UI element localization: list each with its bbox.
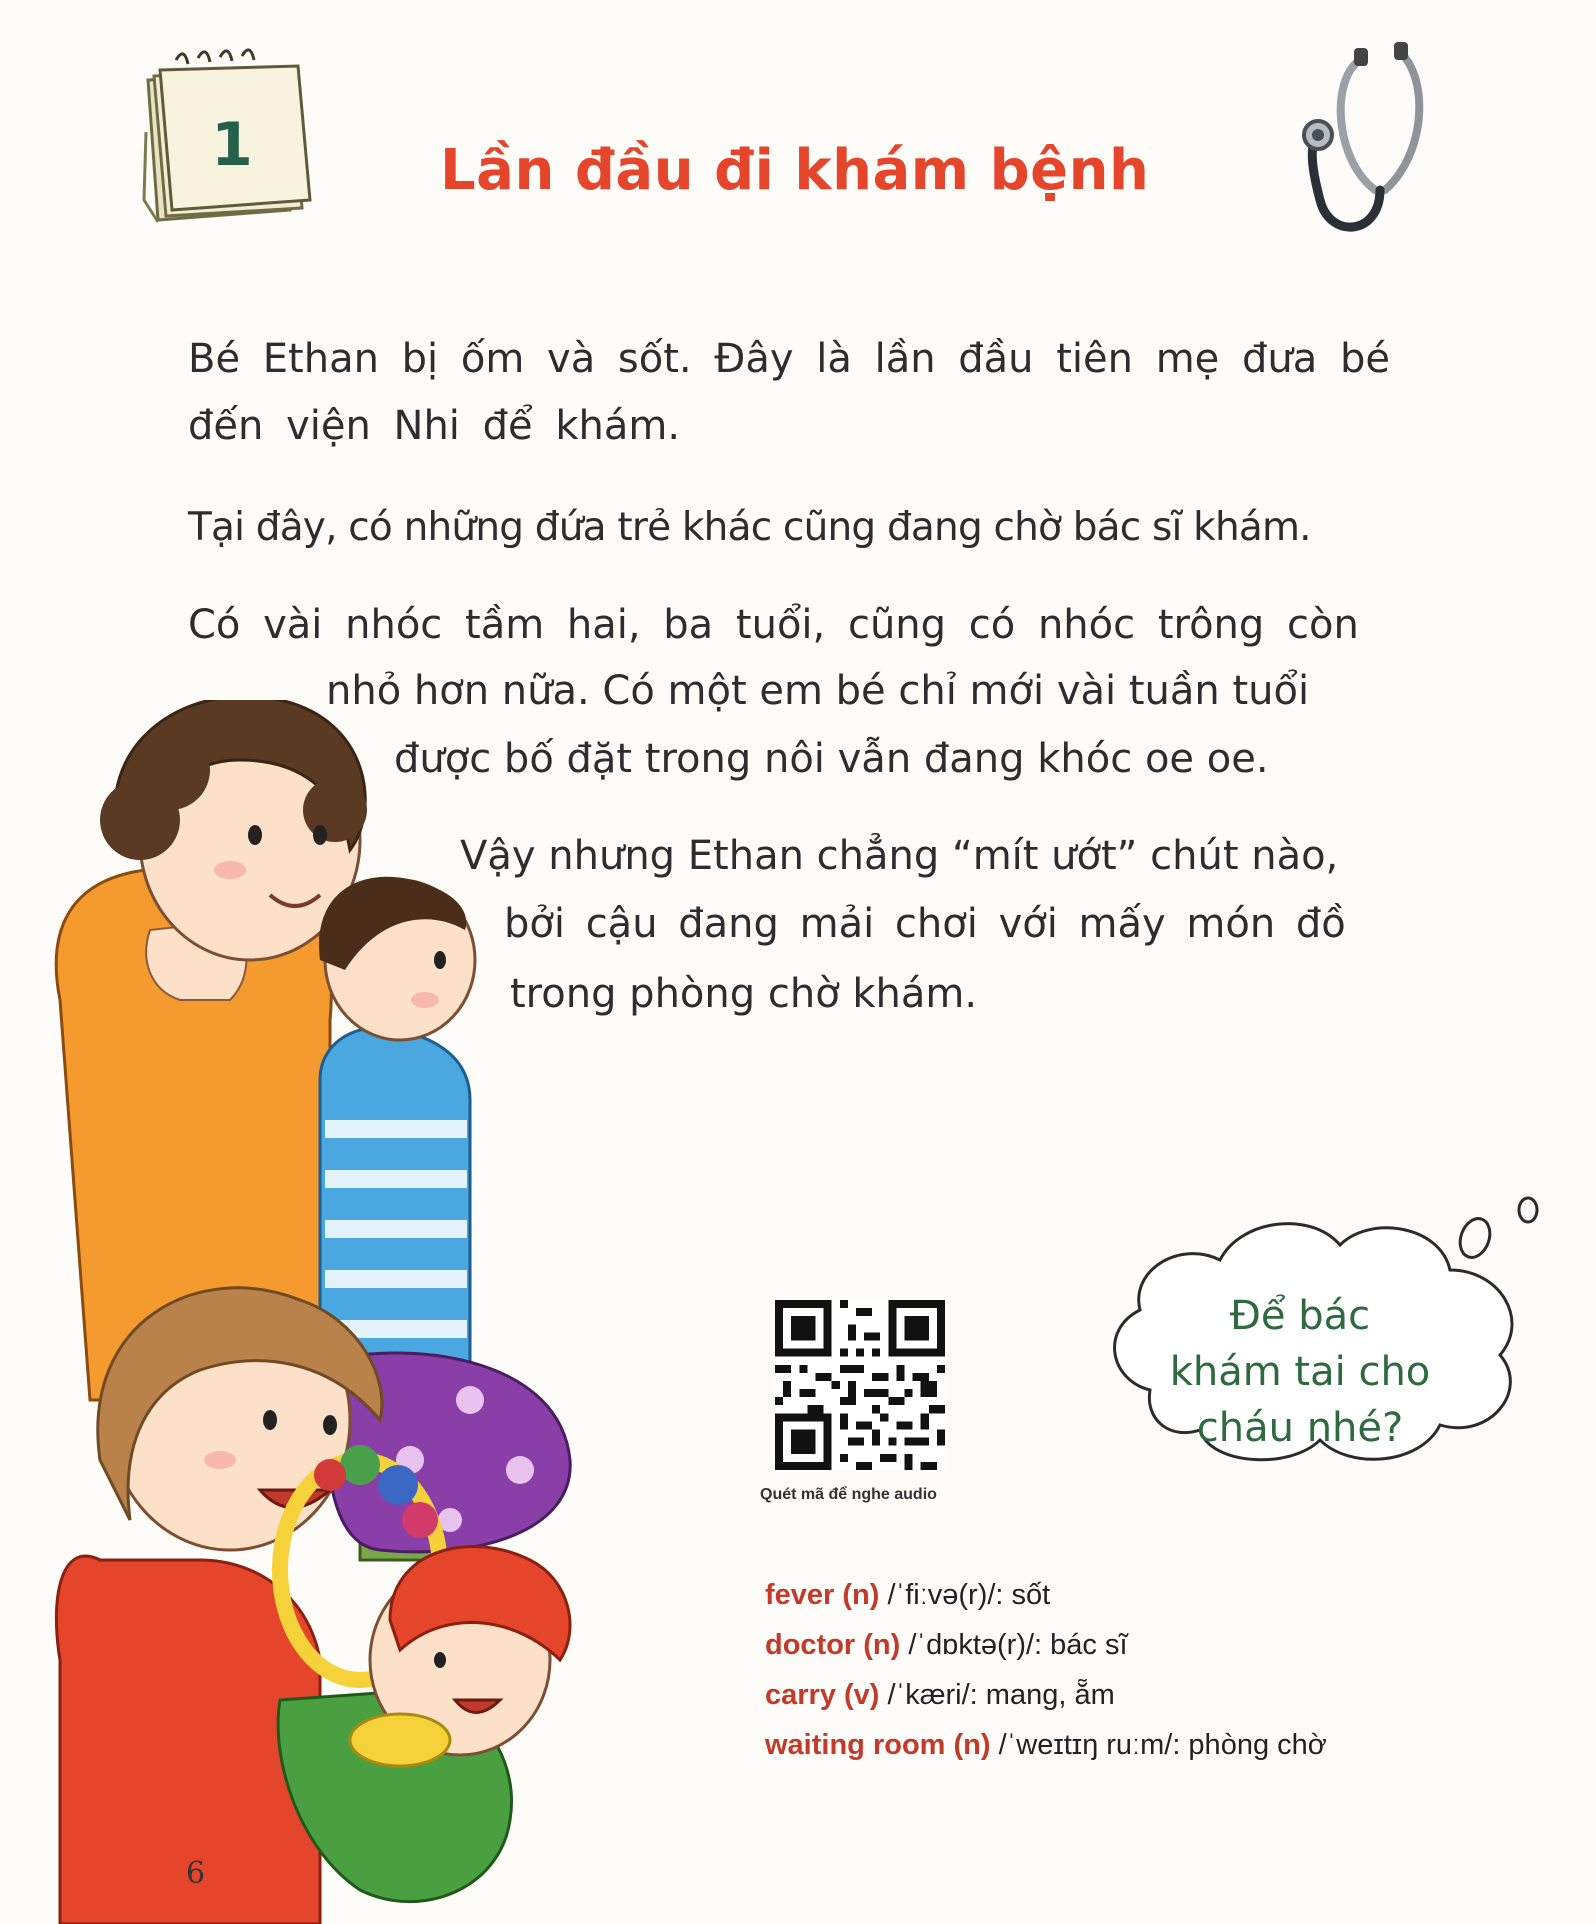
vocab-item <box>765 1620 1565 1670</box>
waiting-room-illustration <box>0 700 640 1924</box>
story-paragraph-1: Bé Ethan bị ốm và sốt. Đây là lần đầu tiên mẹ đưa bé đến viện Nhi để khám. <box>188 336 1390 449</box>
baby-figure <box>278 1547 570 1902</box>
vocab-term: doctor (n) <box>765 1629 901 1661</box>
vocab-definition: /ˈkæri/: mang, ẵm <box>879 1679 1115 1711</box>
bubble-line-2: khám tai cho <box>1169 1349 1431 1395</box>
vocab-term: waiting room (n) <box>765 1729 991 1761</box>
calendar-number: 1 <box>211 110 253 180</box>
qr-code[interactable] <box>775 1300 945 1470</box>
story-paragraph-4-line-3: trong phòng chờ khám. <box>510 971 978 1017</box>
vocab-item <box>765 1670 1565 1720</box>
qr-caption: Quét mã để nghe audio <box>760 1486 937 1503</box>
bubble-line-3: cháu nhé? <box>1196 1405 1404 1451</box>
page-number: 6 <box>186 1856 206 1891</box>
vocab-term: carry (v) <box>765 1679 880 1711</box>
story-paragraph-4-line-2: bởi cậu đang mải chơi với mấy món đồ <box>504 901 1346 947</box>
calendar-icon <box>140 40 315 230</box>
vocab-definition: /ˈdɒktə(r)/: bác sĩ <box>900 1629 1128 1661</box>
vocab-item <box>765 1570 1565 1620</box>
stethoscope-icon <box>1290 40 1460 240</box>
bubble-text <box>1130 1288 1470 1456</box>
story-paragraph-4-line-1: Vậy nhưng Ethan chẳng “mít ướt” chút nào, <box>460 833 1339 879</box>
vocab-definition: /ˈfiːvə(r)/: sốt <box>879 1579 1051 1611</box>
story-paragraph-3-line-1: Có vài nhóc tầm hai, ba tuổi, cũng có nhóc trông còn <box>188 602 1359 648</box>
page-title: Lần đầu đi khám bệnh <box>440 138 1150 203</box>
vocab-definition: /ˈweɪtɪŋ ruːm/: phòng chờ <box>990 1729 1327 1761</box>
vocab-term: fever (n) <box>765 1579 880 1611</box>
story-paragraph-2: Tại đây, có những đứa trẻ khác cũng đang chờ bác sĩ khám. <box>188 505 1311 550</box>
story-paragraph-3-line-2: nhỏ hơn nữa. Có một em bé chỉ mới vài tuần tuổi <box>326 668 1310 714</box>
story-paragraph-3-line-3: được bố đặt trong nôi vẫn đang khóc oe oe. <box>394 736 1269 782</box>
bubble-line-1: Để bác <box>1229 1293 1371 1339</box>
vocabulary-list <box>765 1570 1565 1770</box>
vocab-item <box>765 1720 1565 1770</box>
